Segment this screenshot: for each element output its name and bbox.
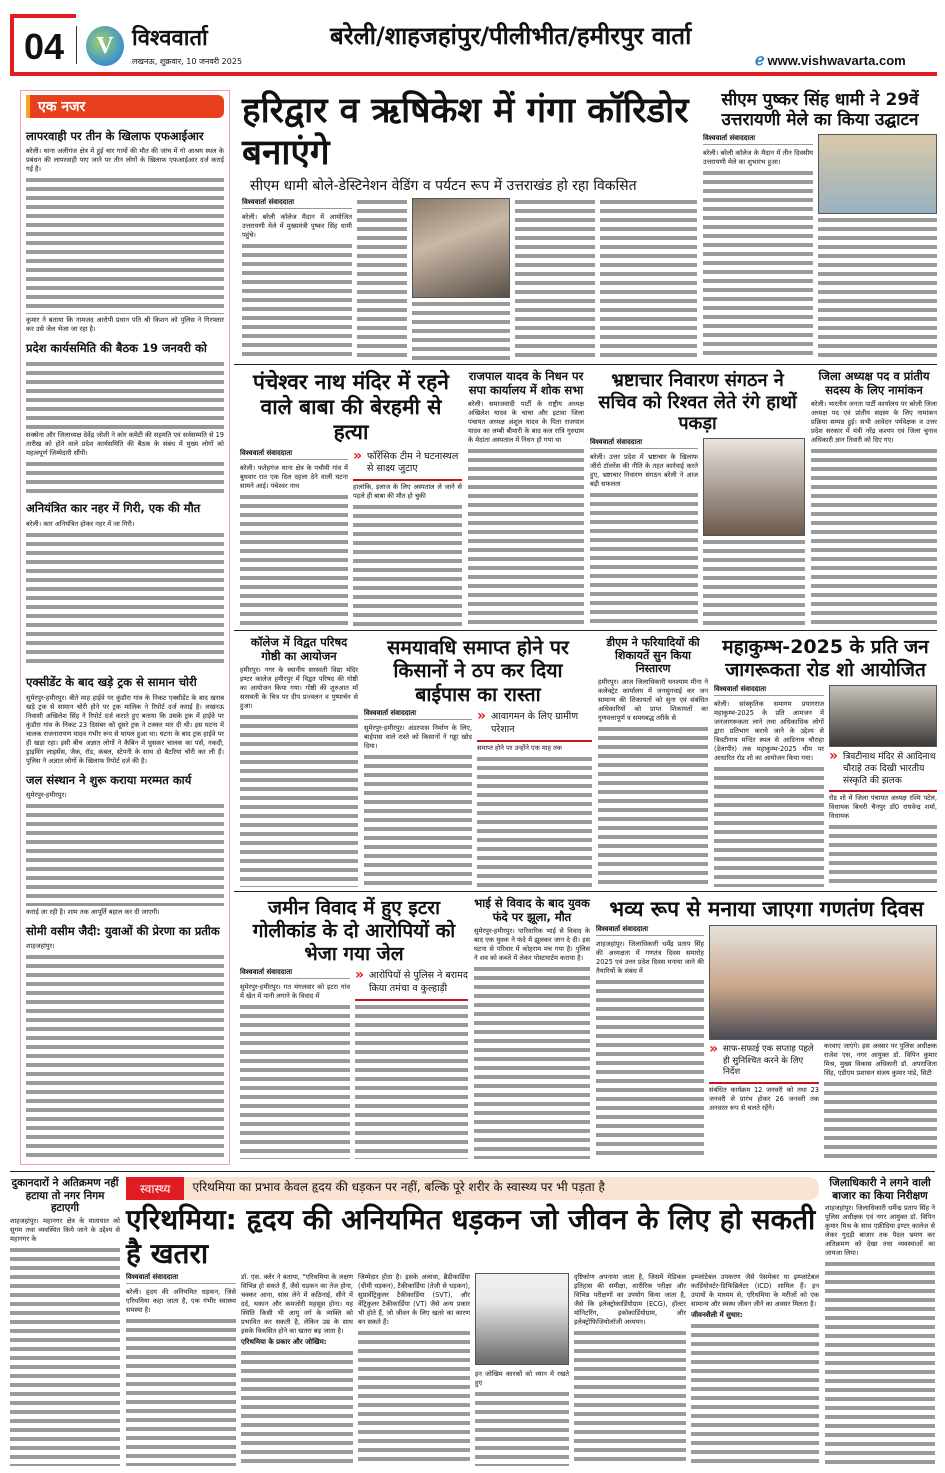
photo-caption: इन जोखिम कारकों को ध्यान में रखते हुए	[475, 1370, 569, 1388]
story-text: रोड शो में जिला पंचायत अध्यक्ष रश्मि पटेल, विधायक बिथरी चैनपुर डॉ0 राघवेन्द्र शर्मा, विधायक	[829, 794, 937, 821]
page-number: 04	[24, 26, 65, 67]
text-block	[714, 765, 824, 887]
story-text: शाहजहांपुर। जिलाधिकारी धर्मेन्द्र प्रताप सिंह ने पुलिस अधीक्षक एवं नगर आयुक्त डॉ. विपिन कुमार मिश्र के साथ एफ्रीदिया इण्टर कालेज से लेकर गुदड़ी बाजार तक पैदल भ्रमण कर अतिक्रमण को देखा तथा व्यवस्थाओं का जायजा लिया।	[825, 1204, 935, 1258]
story-headline: राजपाल यादव के निधन पर सपा कार्यालय में शोक सभा	[468, 369, 584, 397]
college-story	[234, 636, 358, 887]
story-headline: एक्सीडेंट के बाद खड़े ट्रक से सामान चोरी	[26, 675, 197, 690]
lead-story	[234, 90, 697, 360]
story-body	[364, 709, 592, 887]
story-body	[240, 449, 462, 626]
story-headline: दुकानदारों ने अतिक्रमण नहीं हटाया तो नगर निगम हटाएगी	[11, 1177, 119, 1215]
text-block	[474, 965, 590, 1159]
story-headline: जमीन विवाद में हुए इटरा गोलीकांड के दो आरोपियों को भेजा गया जेल	[252, 897, 456, 965]
text-block	[475, 1390, 569, 1466]
story-text: संबंधित कार्यक्रम 12 जनवरी को तथा 23 जनवरी से प्रारंभ होकर 26 जनवरी तक अनवरत रूप से चलते रहेंगे।	[709, 1085, 819, 1112]
story-text: हमीरपुर। आज जिलाधिकारी घनश्याम मीना ने कलेक्ट्रेट कार्यालय में जनसुनवाई कर जन सामान्य की शिकायतों को सुना एवं संबंधित अधिकारियों को प्राप्त शिकायतों का गुणवत्तापूर्ण व समयबद्ध तरीके से	[598, 677, 708, 722]
encroachment-story	[10, 1177, 120, 1466]
byline: विश्ववार्ता संवाददाता	[242, 198, 352, 209]
story-headline: प्रदेश कार्यसमिति की बैठक 19 जनवरी को	[26, 341, 207, 356]
lead-subhead: सीएम धामी बोले-डेस्टिनेशन वेडिंग व पर्यटन रूप में उत्तराखंड हो रहा विकसित	[250, 178, 637, 194]
browser-icon: ℯ	[755, 52, 765, 69]
byline: विश्ववार्ता संवाददाता	[590, 438, 698, 449]
website-text: www.vishwavarta.com	[767, 53, 906, 68]
story-headline: जल संस्थान ने शुरू कराया मरम्मत कार्य	[26, 772, 192, 787]
story-headline: भाई से विवाद के बाद युवक फंदे पर झूला, मौत	[474, 896, 590, 924]
story-text: बरेली। सांस्कृतिक समागम प्रयागराज महाकुम्भ-2025 के प्रति आमजन में जनजागरूकता लाने तथा अधिकाधिक लोगों द्वारा प्रतिभाग कराये जाने के उद्देश्य से त्रिवटीनाथ मन्दिर स्थल से आदिनाथ चौराहा (डेलापीर) तक महाकुम्भ-2025 थीम पर आधारित रोड शो का आयोजन किया गया।	[714, 699, 824, 762]
story-headline: महाकुम्भ-2025 के प्रति जन जागरूकता रोड शो आयोजित	[722, 636, 929, 681]
text-block	[590, 491, 698, 626]
text-block	[468, 447, 584, 626]
text-block	[515, 198, 595, 360]
land-dispute-story	[234, 897, 468, 1159]
story-headline: सीएम पुष्कर सिंह धामी ने 29वें उत्तरायणी मेले का किया उद्घाटन	[721, 90, 919, 131]
bypass-story	[364, 636, 592, 887]
story-text: बरेली। थाना अलीगंज क्षेत्र में हुई चार गायों की मौत की जांच में गो आश्रय स्थल के प्रबंधन की लापरवाही पाए जाने पर तीन लोगों के खिलाफ एफआईआर दर्ज कराई गई है।	[26, 147, 224, 174]
story-headline: भ्रष्टाचार निवारण संगठन ने सचिव को रिश्वत लेते रंगे हाथों पकड़ा	[598, 370, 797, 435]
text-block	[412, 300, 510, 360]
mahakumbh-story	[714, 636, 937, 887]
story-text: हालांकि, इलाज के लिए अस्पताल ले जाने से पहले ही बाबा की मौत हो चुकी	[353, 483, 462, 501]
story-text: बरेली। फतेहगंज थाना क्षेत्र के पचौमी गांव में बुधवार रात एक दिल दहला देने वाली घटना सामने आई। पंचेश्वर नाथ	[240, 463, 348, 490]
republic-day-story	[596, 897, 937, 1159]
pull-quote: » त्रिवटीनाथ मंदिर से आदिनाथ चौराहे तक दिखी भारतीय संस्कृति की झलक	[829, 749, 937, 792]
story-text: बरेली। हृदय की अनियमित धड़कन, जिसे एरिथमिया कहा जाता है, एक गंभीर स्वास्थ्य समस्या है।	[126, 1288, 236, 1315]
story-text: शाहजहांपुर। जिलाधिकारी धर्मेंद्र प्रताप सिंह की अध्यक्षता में गणतंत्र दिवस समारोह 2025 एवं उत्तर प्रदेश दिवस मनाया जाने की तैयारियों के संबंध में	[596, 940, 704, 976]
byline: विश्ववार्ता संवाददाता	[240, 968, 350, 979]
story-text: सुमेरपुर-हमीरपुर।	[26, 791, 67, 800]
text-block	[240, 493, 348, 626]
text-block	[829, 823, 937, 887]
text-block	[26, 531, 224, 669]
text-block	[824, 1080, 937, 1159]
story-headline: कॉलेज में विद्वत परिषद गोष्ठी का आयोजन	[250, 635, 348, 663]
story-text: जिम्मेदार होता है। इसके अलावा, ब्रैडीकार्डिया (धीमी धड़कन), टैकीकार्डिया (तेजी से धड़कन), सुप्रावेंट्रिकुलर टैकीकार्डिया (SVT), और वेंट्रिकुलर टैकीकार्डिया (VT) जैसे अन्य प्रकार भी होते हैं, जो जीवन के लिए खतरे का कारण बन सकते हैं।	[358, 1273, 470, 1327]
mela-photo	[818, 134, 937, 214]
doctor-photo	[475, 1273, 569, 1365]
text-block	[26, 802, 224, 905]
story-headline: जिलाधिकारी ने लगने वाली बाजार का किया निरीक्षण	[829, 1177, 931, 1202]
suicide-story	[474, 897, 590, 1159]
byline: विश्ववार्ता संवाददाता	[126, 1273, 236, 1284]
edition-title: बरेली/शाहजहांपुर/पीलीभीत/हमीरपुर वार्ता	[330, 22, 692, 50]
health-section-band	[126, 1177, 819, 1200]
story-headline: पंचेश्वर नाथ मंदिर में रहने वाले बाबा की बेरहमी से हत्या	[253, 370, 449, 445]
story-text: सक्सेना और जिलाध्यक्ष देवेंद्र जोशी ने कोर कमेटी की सहमति एवं सर्वसम्मति से 19 तारीख को होने वाले प्रदेश कार्यसमिति की बैठक के संबंध में मुख्य लोगों को महत्वपूर्ण जिम्मेदारी सौंपी।	[26, 430, 224, 457]
story-text: डॉ. एस. क्लेर ने बताया, "एरिथमिया के लक्षण विभिन्न हो सकते हैं, जैसे धड़कन का तेज होना, चक्कर आना, सांस लेने में कठिनाई, सीने में दर्द, थकान और कमजोरी महसूस होना। यह स्थिति किसी भी आयु वर्ग के व्यक्ति को प्रभावित कर सकती है, लेकिन उम्र के साथ इसके विकसित होने का खतरा बढ़ जाता है।	[241, 1273, 353, 1336]
accused-photo	[703, 438, 805, 536]
story-headline: समयावधि समाप्त होने पर किसानों ने ठप कर दिया बाईपास का रास्ता	[387, 636, 569, 706]
story-text: करवाए जाएंगे। इस अवसर पर पुलिस अधीक्षक राजेश एस, नगर आयुक्त डॉ. विपिन कुमार मिश्र, मुख्य विकास अधिकारी डॉ. अपराजिता सिंह, एडीएम प्रशासन संजय कुमार पांडे, सिटी	[824, 1042, 937, 1078]
kicker: एरिथमिया का प्रभाव केवल हृदय की धड़कन पर नहीं, बल्कि पूरे शरीर के स्वास्थ्य पर भी पड़ता है	[192, 1180, 605, 1194]
section-label: एक नजर	[26, 95, 224, 118]
byline: विश्ववार्ता संवाददाता	[703, 134, 813, 145]
story-body	[703, 134, 937, 360]
story-text: शाहजहांपुर। महानगर क्षेत्र के यातायात को सुगम तथा व्यवस्थित किये जाने के उद्देश्य से महानगर के	[10, 1216, 120, 1243]
story-text: बरेली। भारतीय जनता पार्टी कार्यालय पर बरेली जिला अध्यक्ष पद एवं प्रांतीय सदस्य के लिए नामांकन प्रक्रिया सम्पन्न हुई। सभी आवेदन पर्यवेक्षक व उत्तर प्रदेश सरकार में मंत्री नरेंद्र कश्यप एवं जिला चुनाव अधिकारी ज्ञान तिवारी को दिए गए।	[811, 399, 937, 444]
text-block	[241, 1349, 353, 1466]
cm-photo	[412, 198, 510, 298]
bottom-section	[10, 1171, 935, 1466]
story-text: बरेली। कार अनियंत्रित होकर नहर में जा गिरी।	[26, 519, 135, 528]
pull-quote: » आरोपियों से पुलिस ने बरामद किया तमंचा व कुल्हाड़ी	[355, 968, 468, 1001]
health-story-body	[126, 1273, 819, 1466]
byline: विश्ववार्ता संवाददाता	[596, 925, 704, 936]
lead-story-body	[242, 198, 697, 360]
text-block	[596, 978, 704, 1159]
byline: विश्ववार्ता संवाददाता	[714, 685, 824, 696]
text-block	[811, 447, 937, 626]
story-text: कुमार ने बताया कि नामजद आरोपी प्रधान पति श्री किशन को पुलिस ने गिरफ्तार कर उसे जेल भेजा जा रहा है।	[26, 316, 224, 334]
text-block	[26, 360, 224, 429]
story-headline: भव्य रूप से मनाया जाएगा गणतंण दिवस	[609, 897, 924, 921]
text-block	[818, 216, 937, 360]
nomination-story	[811, 370, 937, 626]
condolence-story	[468, 370, 584, 626]
story-text: सुमेरपुर-हमीरपुर। गत मंगलवार को इटरा गांव में खेत में पानी लगाने के विवाद में	[240, 983, 350, 1001]
text-block	[703, 169, 813, 360]
dm-hearing-story	[598, 636, 708, 887]
text-block	[26, 460, 224, 494]
text-block	[355, 1003, 468, 1159]
story-text: समाप्त होने पर उन्होंने एक माह तक	[477, 743, 562, 752]
subheading: जीवनशैली में सुधार:	[691, 1311, 743, 1320]
text-block	[691, 1322, 819, 1466]
text-block	[598, 725, 708, 887]
health-story	[126, 1177, 819, 1466]
ek-nazar-column	[20, 90, 230, 1165]
text-block	[126, 1317, 236, 1466]
text-block	[240, 1003, 350, 1159]
roadshow-photo	[829, 685, 937, 747]
byline: विश्ववार्ता संवाददाता	[240, 449, 348, 460]
globe-logo-icon: V	[86, 26, 124, 66]
text-block	[26, 953, 224, 1160]
story-text: कराई जा रही है। शाम तक आपूर्ति बहाल कर दी जाएगी।	[26, 907, 160, 916]
meeting-photo	[709, 925, 937, 1040]
text-block	[240, 713, 358, 887]
story-headline: लापरवाही पर तीन के खिलाफ एफआईआर	[26, 129, 204, 143]
story-body	[240, 968, 468, 1159]
story-text: सुमेरपुर-हमीरपुर। बीते माह हाईवे पर कुंडौरा गांव के निकट एक्सीडेंट के बाद खराब खड़े ट्रक से सामान चोरी होने पर ट्रक मालिक ने रिपोर्ट दर्ज कराई है। लखनऊ निवासी अखिलेश सिंह ने रिपोर्ट दर्ज कराते हुए बताया कि उसके ट्रक में हाईवे पर कुंडौरा गांव के निकट 23 दिसंबर को दूसरे ट्रक ने टक्कर मार दी थी। इस घटना में चालक राजनारायण यादव गंभीर रूप से घायल हुआ था। घटना के बाद ट्रक हाईवे पर ही खड़ा रहा। इसी बीच अज्ञात लोगों ने कैबिन में घुसकर चालक का पर्स, नकदी, ड्राइविंग लाइसेंस, जैक, रॉड, कंबल, स्टेपनी के साथ दो बैटरियां चोरी कर ली हैं। पुलिस ने अज्ञात लोगों के खिलाफ रिपोर्ट दर्ज की है।	[26, 693, 224, 765]
text-block	[242, 242, 352, 360]
section-tag: स्वास्थ्य	[126, 1177, 184, 1200]
story-text: हमीरपुर। नगर के स्थानीय सरस्वती विद्या मंदिर इण्टर कालेज हमीरपुर में विद्वत परिषद की गोष्ठी का आयोजन किया गया। गोष्ठी की शुरुआत माँ सरस्वती के चित्र पर दीप प्रज्वलन व पुष्पार्चन से हुआ।	[240, 665, 358, 710]
story-text: सुमेरपुर-हमीरपुर। पारिवारिक भाई से विवाद के बाद एक युवक ने फंदे में झूलकर जान दे दी। इस घटना से परिवार में कोहराम मच गया है। पुलिस ने शव को कब्जे में लेकर पोस्टमार्टम कराया है।	[474, 926, 590, 962]
story-text: सुमेरपुर-हमीरपुर। अंडरपास निर्माण के लिए, बाईपास वाले रास्ते को किसानों ने गड्ढा खोद दिया।	[364, 724, 472, 751]
story-body	[714, 685, 937, 887]
text-block	[353, 503, 462, 626]
baba-murder-story	[234, 370, 462, 626]
text-block	[825, 1260, 935, 1466]
story-text: बरेली। बरेली कॉलेज मैदान में आयोजित उत्तरायणी मेले में मुख्यमंत्री पुष्कर सिंह धामी पहुंचे।	[242, 213, 352, 240]
paper-name: विश्ववार्ता	[132, 26, 208, 51]
text-block	[477, 755, 592, 887]
story-text: इम्प्लांटेबल उपकरण जैसे पेसमेकर या इम्प्लांटेबल कार्डियोवर्टर-डिफिब्रिलेटर (ICD) शामिल हैं। इन उपायों के माध्यम से, एरिथमिया के मरीजों को एक सामान्य और स्वस्थ जीवन जीने का अवसर मिलता है।	[691, 1273, 819, 1309]
text-block	[600, 198, 697, 360]
story-headline: जिला अध्यक्ष पद व प्रांतीय सदस्य के लिए नामांकन	[818, 369, 930, 397]
pull-quote: » आवागमन के लिए ग्रामीण परेशान	[477, 709, 592, 742]
lead-headline: हरिद्वार व ऋषिकेश में गंगा कॉरिडोर बनाएंगे	[242, 91, 689, 173]
pull-quote: » फॉरेंसिक टीम ने घटनास्थल से साक्ष्य जुटाए	[353, 449, 462, 482]
story-text: शाहजहांपुर।	[26, 942, 55, 951]
story-text: बरेली। बरेली कॉलेज के मैदान में तीन दिवसीय उत्तरायणी मेले का शुभारंभ हुआ।	[703, 148, 813, 166]
text-block	[358, 1329, 470, 1466]
text-block	[10, 1246, 120, 1466]
text-block	[703, 538, 805, 626]
story-headline: सोमी वसीम जैदी: युवाओं की प्रेरणा का प्रतीक	[26, 923, 220, 938]
text-block	[574, 1329, 686, 1466]
market-inspection-story	[825, 1177, 935, 1466]
story-headline: अनियंत्रित कार नहर में गिरी, एक की मौत	[26, 501, 201, 516]
health-headline: एरिथमिया: हृदय की अनियमित धड़कन जो जीवन के लिए हो सकती है खतरा	[126, 1203, 816, 1270]
story-text: बरेली। उत्तर प्रदेश में भ्रष्टाचार के खिलाफ जीरो टॉलरेंस की नीति के तहत कार्रवाई करते हुए, भ्रष्टाचार निवारण संगठन बरेली ने आज बड़ी सफलता	[590, 452, 698, 488]
story-text: दृष्टिकोण अपनाया जाता है, जिसमें मेडिकल इतिहास की समीक्षा, शारीरिक परीक्षा और विभिन्न परीक्षणों का उपयोग किया जाता है, जैसे कि इलेक्ट्रोकार्डियोग्राम (ECG), होल्टर मॉनिटरिंग, इकोकार्डियोग्राम, और इलेक्ट्रोफिजियोलॉजी अध्ययन।	[574, 1273, 686, 1327]
subheading: एरिथमिया के प्रकार और जोखिम:	[241, 1338, 327, 1347]
uttarayani-story	[703, 90, 937, 360]
story-body	[590, 438, 805, 626]
byline: विश्ववार्ता संवाददाता	[364, 709, 472, 720]
text-block	[364, 753, 472, 887]
story-text: बरेली। समाजवादी पार्टी के राष्ट्रीय अध्यक्ष अखिलेश यादव के चाचा और इटावा जिला पंचायत अध्यक्ष अंशुल यादव के पिता राजपाल यादव का लम्बी बीमारी के बाद कल रात्रि गुरुग्राम के मेदांता अस्पताल में निधन हो गया था	[468, 399, 584, 444]
pull-quote: » साफ-सफाई एक सप्ताह पहले ही सुनिश्चित करने के लिए निर्देश	[709, 1042, 819, 1083]
bribery-story	[590, 370, 805, 626]
story-headline: डीएम ने फरियादियों की शिकायतें सुन किया निस्तारण	[606, 636, 700, 676]
text-block	[357, 198, 407, 360]
story-body	[596, 925, 937, 1159]
dateline: लखनऊ, शुक्रवार, 10 जनवरी 2025	[132, 57, 243, 66]
text-block	[26, 176, 224, 314]
